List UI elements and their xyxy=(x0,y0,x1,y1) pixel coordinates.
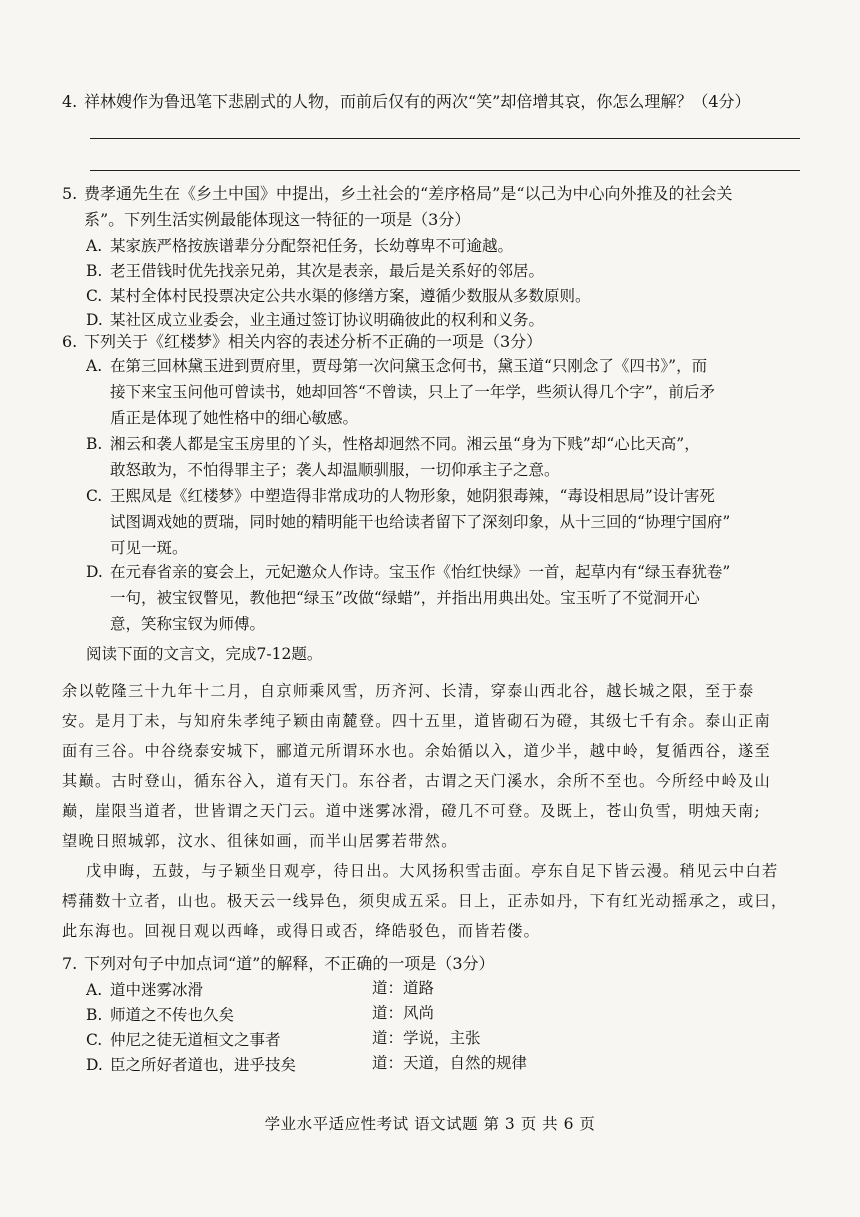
option-a xyxy=(86,232,806,260)
option-c-continued: 可见一斑。 xyxy=(110,539,188,557)
option-text: 在第三回林黛玉进到贾府里，贾母第一次问黛玉念何书，黛玉道“只刚念了《四书》”，而 xyxy=(110,357,708,375)
option-a xyxy=(86,352,806,380)
option-text: 某村全体村民投票决定公共水渠的修缮方案，遵循少数服从多数原则。 xyxy=(110,287,591,305)
passage-line: 巅，崖限当道者，世皆谓之天门云。道中迷雾冰滑，磴几不可登。及既上，苍山负雪，明烛天南; xyxy=(62,802,761,820)
passage-line: 余以乾隆三十九年十二月，自京师乘风雪，历齐河、长清，穿泰山西北谷，越长城之限，至于泰 xyxy=(62,682,755,700)
answer-line xyxy=(90,170,800,171)
question-number: 4. xyxy=(62,92,78,111)
option-label: A. xyxy=(86,357,103,375)
question-text: 下列对句子中加点词“道”的解释，不正确的一项是（3分） xyxy=(84,954,495,973)
question-7 xyxy=(62,950,807,978)
passage-line: 樗蒱数十立者，山也。极天云一线异色，须臾成五采。日上，正赤如丹，下有红光动摇承之，或曰， xyxy=(62,892,788,910)
option-c xyxy=(86,482,806,510)
option-d-continued: 意，笑称宝钗为师傅。 xyxy=(110,615,266,633)
option-text: 某社区成立业委会，业主通过签订协议明确彼此的权利和义务。 xyxy=(110,311,545,329)
question-text: 下列关于《红楼梦》相关内容的表述分析不正确的一项是（3分） xyxy=(84,332,543,351)
option-d-definition: 道：天道，自然的规律 xyxy=(372,1054,528,1072)
passage-line: 面有三谷。中谷绕泰安城下，郦道元所谓环水也。余始循以入，道少半，越中岭，复循西谷，遂至 xyxy=(62,742,771,760)
question-5 xyxy=(62,180,807,208)
option-b xyxy=(86,257,806,285)
question-number: 7. xyxy=(62,954,78,973)
option-b-definition: 道：风尚 xyxy=(372,1004,435,1022)
option-b xyxy=(86,430,806,458)
option-a-continued: 接下来宝玉问他可曾读书，她却回答“不曾读，只上了一年学，些须认得几个字”，前后矛 xyxy=(110,383,715,401)
option-label: C. xyxy=(86,287,103,305)
option-a-continued: 盾正是体现了她性格中的细心敏感。 xyxy=(110,409,359,427)
option-sentence: 臣之所好者道也，进乎技矣 xyxy=(110,1056,297,1074)
option-d xyxy=(86,558,806,586)
option-label: B. xyxy=(86,1006,103,1024)
option-sentence: 道中迷雾冰滑 xyxy=(110,981,204,999)
option-c-continued: 试图调戏她的贾瑞，同时她的精明能干也给读者留下了深刻印象，从十三回的“协理宁国府” xyxy=(110,513,731,531)
option-label: D. xyxy=(86,1056,103,1074)
option-label: D. xyxy=(86,311,103,329)
option-label: B. xyxy=(86,435,103,453)
question-text-continued: 系”。下列生活实例最能体现这一特征的一项是（3分） xyxy=(84,210,471,229)
question-number: 6. xyxy=(62,332,78,351)
question-4 xyxy=(62,88,807,116)
answer-line xyxy=(90,138,800,139)
option-text: 王熙凤是《红楼梦》中塑造得非常成功的人物形象，她阴狠毒辣，“毒设相思局”设计害死 xyxy=(110,487,715,505)
passage-line: 其巅。古时登山，循东谷入，道有天门。东谷者，古谓之天门溪水，余所不至也。今所经中岭及山 xyxy=(62,772,771,790)
reading-instruction: 阅读下面的文言文，完成7-12题。 xyxy=(86,645,323,663)
option-a xyxy=(86,976,806,1004)
option-label: A. xyxy=(86,237,103,255)
option-text: 老王借钱时优先找亲兄弟，其次是表亲，最后是关系好的邻居。 xyxy=(110,262,545,280)
question-text: 祥林嫂作为鲁迅笔下悲剧式的人物，而前后仅有的两次“笑”却倍增其哀，你怎么理解？（4分） xyxy=(84,92,751,111)
option-text: 在元春省亲的宴会上，元妃邀众人作诗。宝玉作《怡红快绿》一首，起草内有“绿玉春犹卷” xyxy=(110,563,731,581)
option-label: B. xyxy=(86,262,103,280)
option-label: C. xyxy=(86,487,103,505)
passage-line: 戊申晦，五鼓，与子颖坐日观亭，待日出。大风扬积雪击面。亭东自足下皆云漫。稍见云中白若 xyxy=(86,862,779,880)
question-number: 5. xyxy=(62,184,78,203)
option-d-continued: 一句，被宝钗瞥见，教他把“绿玉”改做“绿蜡”，并指出用典出处。宝玉听了不觉洞开心 xyxy=(110,589,700,607)
passage-line: 安。是月丁未，与知府朱孝纯子颖由南麓登。四十五里，道皆砌石为磴，其级七千有余。泰山正南 xyxy=(62,712,771,730)
option-b-continued: 敢怒敢为，不怕得罪主子；袭人却温顺驯服，一切仰承主子之意。 xyxy=(110,461,560,479)
option-label: A. xyxy=(86,981,103,999)
option-label: D. xyxy=(86,563,103,581)
option-sentence: 仲尼之徒无道桓文之事者 xyxy=(110,1031,281,1049)
page-footer: 学业水平适应性考试 语文试题 第 3 页 共 6 页 xyxy=(264,1115,596,1133)
option-c-definition: 道：学说，主张 xyxy=(372,1029,481,1047)
question-text: 费孝通先生在《乡土中国》中提出，乡土社会的“差序格局”是“以己为中心向外推及的社会关 xyxy=(84,184,733,203)
option-text: 某家族严格按族谱辈分分配祭祀任务，长幼尊卑不可逾越。 xyxy=(110,237,514,255)
passage-line: 望晚日照城郭，汶水、徂徕如画，而半山居雾若带然。 xyxy=(62,832,458,850)
option-sentence: 师道之不传也久矣 xyxy=(110,1006,235,1024)
option-label: C. xyxy=(86,1031,103,1049)
option-a-definition: 道：道路 xyxy=(372,979,435,997)
passage-line: 此东海也。回视日观以西峰，或得日或否，绛皓驳色，而皆若偻。 xyxy=(62,922,541,940)
option-text: 湘云和袭人都是宝玉房里的丫头，性格却迥然不同。湘云虽“身为下贱”却“心比天高”， xyxy=(110,435,700,453)
